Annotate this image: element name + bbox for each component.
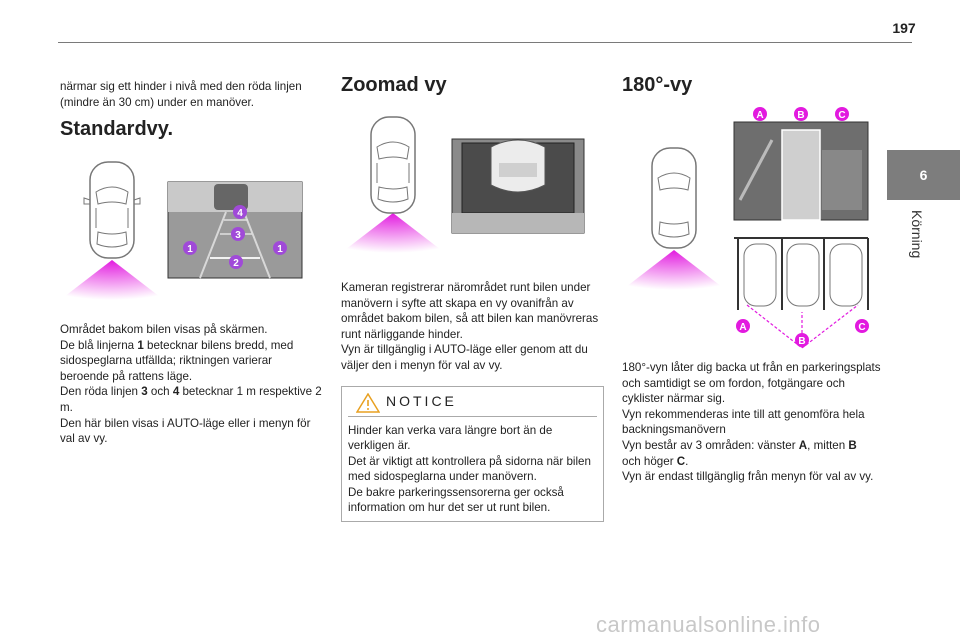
view-180-text-3: Vyn består av 3 områden: vänster A, mitten B och höger C. xyxy=(622,438,857,468)
marker-c-top: C xyxy=(838,110,846,121)
standard-text-2: De blå linjerna 1 betecknar bilens bredd, med sidospeglarna utfällda; riktningen varierar beroende på rattens läge. xyxy=(60,338,294,383)
camera-fan xyxy=(622,250,726,290)
camera-180-screen xyxy=(734,122,868,220)
notice-body xyxy=(348,423,598,515)
marker-1-left: 1 xyxy=(187,244,193,255)
view-180-text-1: 180°-vyn låter dig backa ut från en parkeringsplats och samtidigt se om fordon, fotgängare och cyklister närmar sig. xyxy=(622,361,881,406)
camera-fan xyxy=(341,213,445,253)
notice-text-1: Hinder kan verka vara längre bort än de verkligen är. xyxy=(348,424,553,453)
marker-4: 4 xyxy=(237,208,243,219)
notice-divider xyxy=(348,416,597,417)
view-180-figure xyxy=(622,100,884,360)
zoom-view-heading: Zoomad vy xyxy=(341,74,447,96)
standard-view-body xyxy=(60,322,322,447)
intro-paragraph xyxy=(60,79,322,110)
chapter-title: Körning xyxy=(909,210,925,259)
standard-view-figure xyxy=(60,160,320,305)
notice-box xyxy=(341,386,604,522)
marker-b-top: B xyxy=(797,110,805,121)
marker-1-right: 1 xyxy=(277,244,283,255)
notice-text-2: Det är viktigt att kontrollera på sidorna när bilen med sidospeglarna under manövern. xyxy=(348,454,591,484)
intro-text: närmar sig ett hinder i nivå med den röda linjen (mindre än 30 cm) under en manöver. xyxy=(60,80,302,109)
screen-markers xyxy=(753,107,849,121)
header-rule xyxy=(58,42,912,43)
zoom-view-body xyxy=(341,280,606,374)
notice-text-3: De bakre parkeringssensorerna ger också information om hur det ser ut runt bilen. xyxy=(348,485,564,515)
zoom-view-figure xyxy=(341,115,603,260)
chapter-tab[interactable]: 6 xyxy=(887,150,960,200)
car-top-icon xyxy=(84,162,140,258)
marker-c-bottom: C xyxy=(858,322,866,333)
marker-a-top: A xyxy=(756,110,764,121)
marker-3: 3 xyxy=(235,230,241,241)
view-180-text-2: Vyn rekommenderas inte till att genomföra hela backningsmanövern xyxy=(622,407,865,437)
notice-title: NOTICE xyxy=(386,393,457,409)
car-top-icon xyxy=(652,148,696,248)
view-180-heading: 180°-vy xyxy=(622,74,693,96)
parking-diagram xyxy=(734,238,868,348)
car-top-icon xyxy=(371,117,415,213)
zoom-text-2: Vyn är tillgänglig i AUTO-läge eller genom att du väljer den i menyn för val av vy. xyxy=(341,343,588,372)
zoom-text-1: Kameran registrerar närområdet runt bilen under manövern i syfte att skapa en vy ovanifrån av området bakom bilen, så att bilen kan manövreras runt närliggande hinder. xyxy=(341,281,599,341)
standard-text-3: Den röda linjen 3 och 4 betecknar 1 m respektive 2 m. xyxy=(60,385,322,414)
footer-watermark[interactable]: carmanualsonline.info xyxy=(596,612,821,637)
warning-triangle-icon xyxy=(356,393,380,413)
standard-view-heading: Standardvy. xyxy=(60,118,173,140)
view-180-body xyxy=(622,360,890,485)
standard-text-1: Området bakom bilen visas på skärmen. xyxy=(60,323,268,336)
marker-a-bottom: A xyxy=(739,322,747,333)
zoom-camera-screen xyxy=(452,139,584,233)
camera-fan xyxy=(60,260,164,300)
standard-text-4: Den här bilen visas i AUTO-läge eller i menyn för val av vy. xyxy=(60,416,311,446)
marker-2: 2 xyxy=(233,258,239,269)
page-number: 197 xyxy=(892,20,916,36)
view-180-text-4: Vyn är endast tillgänglig från menyn för val av vy. xyxy=(622,470,874,484)
marker-b-bottom: B xyxy=(798,336,806,347)
